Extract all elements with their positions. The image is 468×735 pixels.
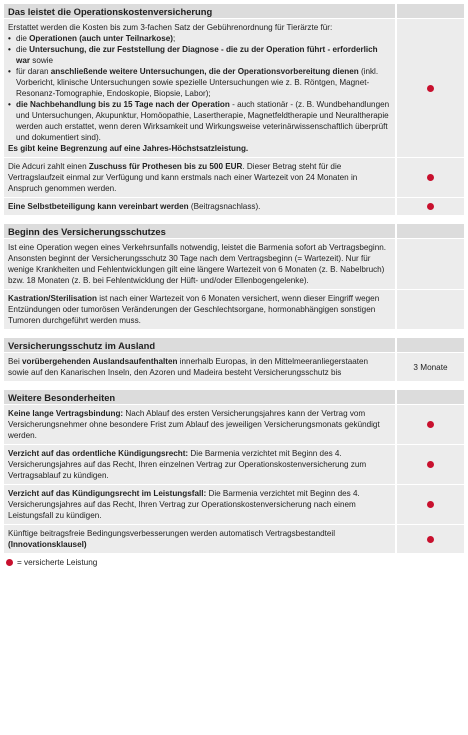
- coverage-mark: [397, 405, 464, 444]
- document-page: [4, 4, 464, 567]
- table-row: [4, 445, 464, 485]
- section-title: Weitere Besonderheiten: [4, 390, 395, 405]
- coverage-mark: [397, 19, 464, 157]
- covered-dot-icon: [427, 203, 434, 210]
- covered-dot-icon: [427, 174, 434, 181]
- covered-dot-icon: [427, 461, 434, 468]
- row-text: Eine Selbstbeteiligung kann vereinbart werden (Beitragsnachlass).: [4, 198, 395, 215]
- row-text: Keine lange Vertragsbindung: Nach Ablauf des ersten Versicherungsjahres kann der Vertrag vom Versicherungsnehmer ohne besondere Frist zum Ablauf des jeweiligen Versicherungsmonats gekündigt werden.: [4, 405, 395, 444]
- list-item: • die Operationen (auch unter Teilnarkose);: [8, 33, 391, 44]
- list-item: • für daran anschließende weitere Untersuchungen, die der Operationsvorbereitung dienen (inkl. Vorbericht, klinische Untersuchungen sowie spezielle Untersuchungen wie z. B. Röntgen, Magnet-Resonanz-Tomographie, Endoskopie, Biopsie, Labor);: [8, 66, 391, 99]
- table-row: [4, 525, 464, 554]
- coverage-value: 3 Monate: [397, 353, 464, 381]
- list-item: • die Nachbehandlung bis zu 15 Tage nach der Operation - auch stationär - (z. B. Wundbehandlungen und Untersuchungen, Akupunktur, Homöopathie, Lasertherapie, Magnetfeldtherapie und Neuraltherapie werden auch erstattet, wenn deren Wirksamkeit und Wirkungsweise veterinärwissenschaftlich überprüft und dokumentiert sind).: [8, 99, 391, 143]
- closing-note: Es gibt keine Begrenzung auf eine Jahres-Höchstsatzleistung.: [8, 144, 249, 153]
- row-text: [4, 19, 395, 157]
- section-title: Das leistet die Operationskostenversicherung: [4, 4, 395, 19]
- legend-text: = versicherte Leistung: [17, 558, 98, 567]
- coverage-mark: [397, 445, 464, 484]
- table-row: [4, 158, 464, 198]
- coverage-mark: [397, 525, 464, 553]
- section-header: [4, 390, 464, 405]
- section-title: Versicherungsschutz im Ausland: [4, 338, 395, 353]
- header-value-column: [397, 4, 464, 19]
- covered-dot-icon: [6, 559, 13, 566]
- covered-dot-icon: [427, 421, 434, 428]
- row-text: Kastration/Sterilisation ist nach einer Wartezeit von 6 Monaten versichert, wenn dieser Eingriff wegen Entzündungen oder tumorösen Veränderungen der Geschlechtsorgane, hormonabhängigen sonstigen Tumoren durchgeführt werden muss.: [4, 290, 395, 329]
- row-text: Bei vorübergehenden Auslandsaufenthalten innerhalb Europas, in den Mittelmeeranliegerstaaten sowie auf den Kanarischen Inseln, den Azoren und Madeira besteht Versicherungsschutz bis: [4, 353, 395, 381]
- section-title: Beginn des Versicherungsschutzes: [4, 224, 395, 239]
- row-text: Ist eine Operation wegen eines Verkehrsunfalls notwendig, leistet die Barmenia sofort ab Vertragsbeginn. Ansonsten beginnt der Versicherungsschutz 30 Tage nach dem Vertragsbeginn (= Wartezeit). Nur für wenige Krankheiten und Fehlentwicklungen gilt eine längere Wartezeit von 6 Monaten (z. B. Nabelbruch) bzw. 18 Monaten (z. B. bei Fehlentwicklung der Hüft- und/oder Ellenbogengelenke).: [4, 239, 395, 289]
- header-value-column: [397, 390, 464, 405]
- section-coverage-start: [4, 224, 464, 330]
- covered-dot-icon: [427, 536, 434, 543]
- coverage-mark: [397, 485, 464, 524]
- covered-dot-icon: [427, 85, 434, 92]
- section-header: [4, 338, 464, 353]
- header-value-column: [397, 338, 464, 353]
- coverage-list: [8, 33, 391, 143]
- coverage-mark: [397, 290, 464, 329]
- list-item: • die Untersuchung, die zur Feststellung der Diagnose - die zu der Operation führt - erforderlich war sowie: [8, 44, 391, 66]
- table-row: [4, 353, 464, 382]
- section-abroad: [4, 338, 464, 382]
- intro-text: Erstattet werden die Kosten bis zum 3-fachen Satz der Gebührenordnung für Tierärzte für:: [8, 23, 333, 32]
- table-row: [4, 19, 464, 158]
- section-header: [4, 4, 464, 19]
- row-text: Die Adcuri zahlt einen Zuschuss für Prothesen bis zu 500 EUR. Dieser Betrag steht für die Vertragslaufzeit einmal zur Verfügung und kann erstmals nach einer Wartezeit von 24 Monaten in Anspruch genommen werden.: [4, 158, 395, 197]
- row-text: Verzicht auf das ordentliche Kündigungsrecht: Die Barmenia verzichtet mit Beginn des 4. Versicherungsjahres auf das Recht, Ihren einzelnen Vertrag zur Operationskostenversicherung zum Vertragsablauf zu kündigen.: [4, 445, 395, 484]
- header-value-column: [397, 224, 464, 239]
- legend: [4, 558, 464, 567]
- section-other-features: [4, 390, 464, 554]
- table-row: [4, 485, 464, 525]
- covered-dot-icon: [427, 501, 434, 508]
- coverage-mark: [397, 198, 464, 215]
- row-text: Verzicht auf das Kündigungsrecht im Leistungsfall: Die Barmenia verzichtet mit Beginn des 4. Versicherungsjahres auf das Recht, Ihren Vertrag zur Operationskostenversicherung nach einem Leistungsfall zu kündigen.: [4, 485, 395, 524]
- table-row: [4, 239, 464, 290]
- table-row: [4, 290, 464, 330]
- row-text: Künftige beitragsfreie Bedingungsverbesserungen werden automatisch Vertragsbestandteil (Innovationsklausel): [4, 525, 395, 553]
- table-row: [4, 198, 464, 216]
- coverage-mark: [397, 239, 464, 289]
- section-header: [4, 224, 464, 239]
- section-operation-costs: [4, 4, 464, 216]
- table-row: [4, 405, 464, 445]
- coverage-mark: [397, 158, 464, 197]
